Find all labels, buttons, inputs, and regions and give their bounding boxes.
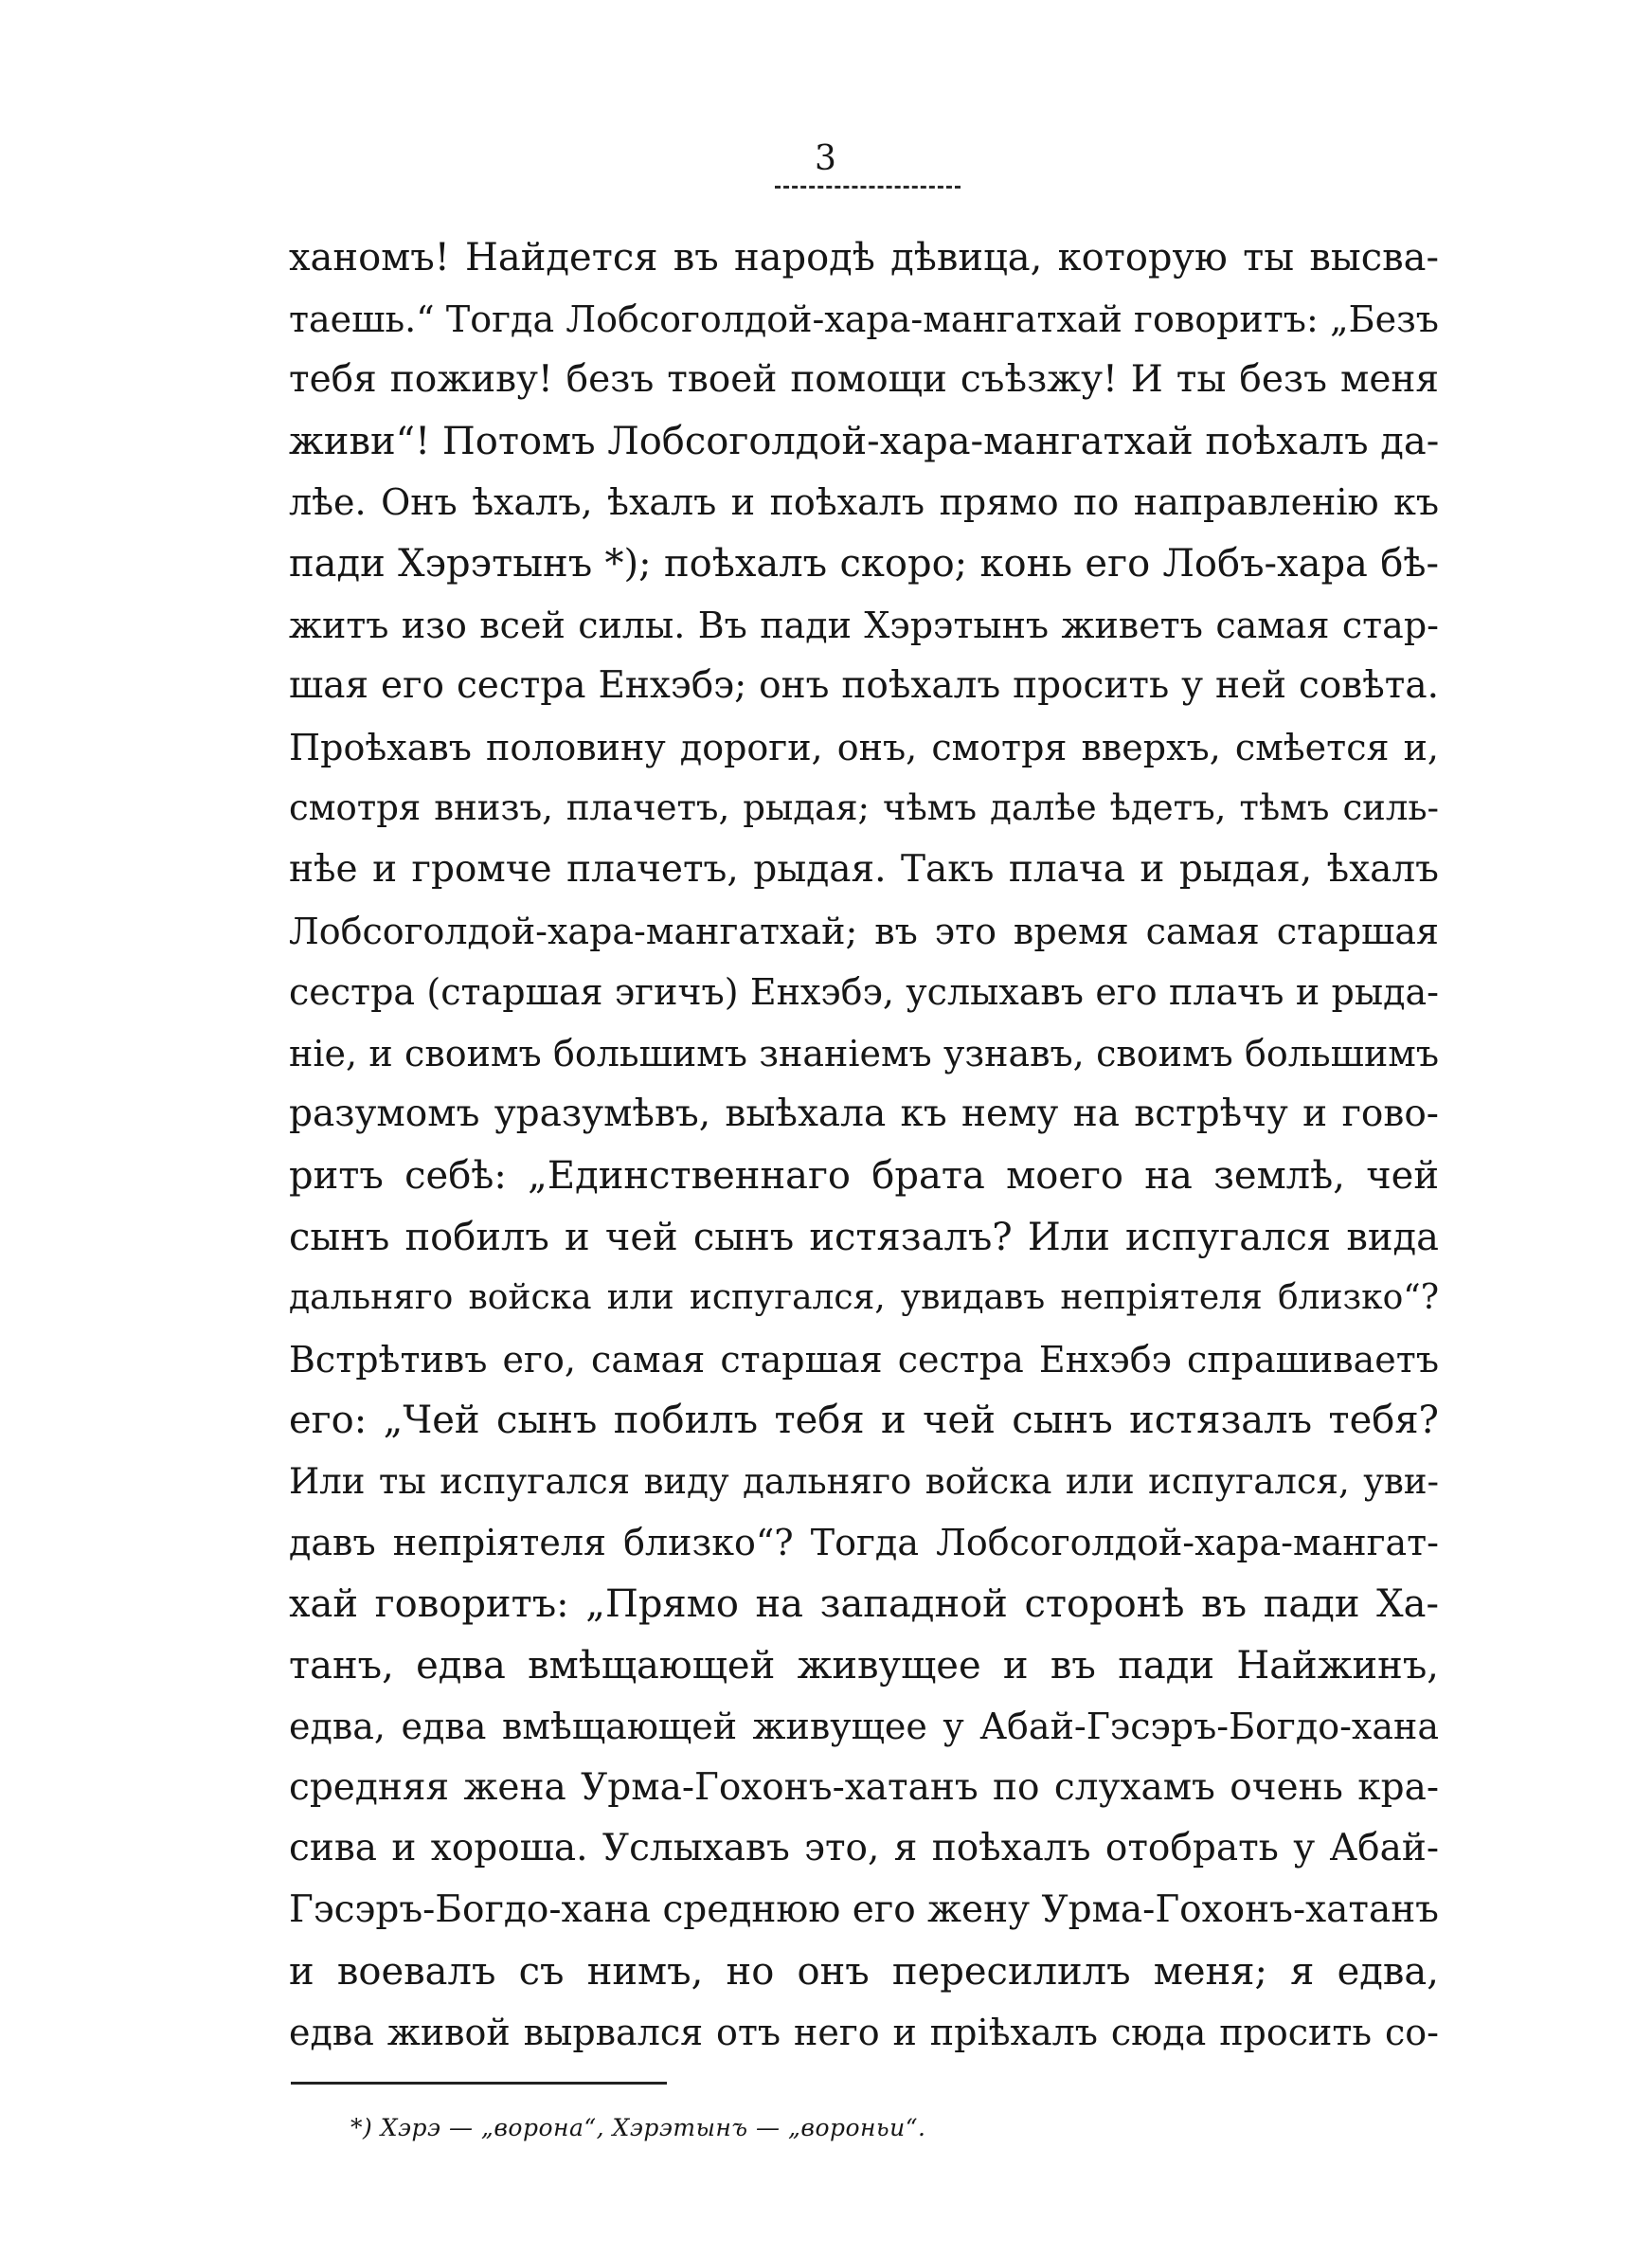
text-line: танъ, едва вмѣщающей живущее и въ пади Найжинъ, (289, 1643, 1439, 1688)
text-line: Проѣхавъ половину дороги, онъ, смотря вверхъ, смѣется и, (289, 726, 1439, 768)
text-line: и воевалъ съ нимъ, но онъ пересилилъ меня; я едва, (289, 1949, 1439, 1994)
text-line: хай говоритъ: „Прямо на западной сторонѣ въ пади Ха- (289, 1582, 1439, 1627)
text-line: сестра (старшая эгичъ) Енхэбэ, услыхавъ его плачъ и рыда- (289, 971, 1439, 1014)
text-line: разумомъ уразумѣвъ, выѣхала къ нему на встрѣчу и гово- (289, 1092, 1439, 1136)
text-line: дальняго войска или испугался, увидавъ непріятеля близко“? (289, 1278, 1439, 1318)
text-line: нѣе и громче плачетъ, рыдая. Такъ плача и рыдая, ѣхалъ (289, 847, 1439, 891)
text-line: сынъ побилъ и чей сынъ истязалъ? Или испугался вида (289, 1215, 1439, 1259)
text-line: давъ непріятеля близко“? Тогда Лобсоголдой-хара-мангат- (289, 1522, 1439, 1564)
text-line: Или ты испугался виду дальняго войска или испугался, уви- (289, 1460, 1439, 1502)
text-line: лѣе. Онъ ѣхалъ, ѣхалъ и поѣхалъ прямо по направленію къ (289, 481, 1439, 524)
text-line: Встрѣтивъ его, самая старшая сестра Енхэбэ спрашиваетъ (289, 1338, 1439, 1381)
text-line: его: „Чей сынъ побилъ тебя и чей сынъ истязалъ тебя? (289, 1399, 1439, 1443)
text-line: ніе, и своимъ большимъ знаніемъ узнавъ, своимъ большимъ (289, 1032, 1439, 1074)
text-line: ритъ себѣ: „Единственнаго брата моего на землѣ, чей (289, 1153, 1439, 1198)
text-line: таешь.“ Тогда Лобсоголдой-хара-мангатхай говоритъ: „Безъ (289, 298, 1439, 340)
text-line: смотря внизъ, плачетъ, рыдая; чѣмъ далѣе ѣдетъ, тѣмъ силь- (289, 787, 1439, 829)
text-line: едва живой вырвался отъ него и пріѣхалъ сюда просить со- (289, 2012, 1439, 2054)
text-line: шая его сестра Енхэбэ; онъ поѣхалъ просить у ней совѣта. (289, 664, 1439, 708)
text-line: пади Хэрэтынъ *); поѣхалъ скоро; конь его Лобъ-хара бѣ- (289, 541, 1439, 586)
text-line: едва, едва вмѣщающей живущее у Абай-Гэсэръ-Богдо-хана (289, 1706, 1439, 1748)
text-line: Лобсоголдой-хара-мангатхай; въ это время самая старшая (289, 910, 1439, 952)
text-line: Гэсэръ-Богдо-хана среднюю его жену Урма-Гохонъ-хатанъ (289, 1888, 1439, 1932)
text-line: тебя поживу! безъ твоей помощи съѣзжу! И ты безъ меня (289, 358, 1439, 402)
text-line: средняя жена Урма-Гохонъ-хатанъ по слухамъ очень кра- (289, 1765, 1439, 1809)
body-text (289, 227, 1439, 2064)
text-line: сива и хороша. Услыхавъ это, я поѣхалъ отобрать у Абай- (289, 1827, 1439, 1870)
footnote-rule-tail (580, 2082, 667, 2085)
footnote: *) Хэрэ — „ворона“, Хэрэтынъ — „вороньи“. (350, 2114, 926, 2141)
text-line: ханомъ! Найдется въ народѣ дѣвица, которую ты высва- (289, 236, 1439, 280)
page-number: 3 (815, 139, 837, 178)
text-line: живи“! Потомъ Лобсоголдой-хара-мангатхай поѣхалъ да- (289, 419, 1439, 463)
page-number-rule (775, 186, 961, 189)
text-line: житъ изо всей силы. Въ пади Хэрэтынъ живетъ самая стар- (289, 604, 1439, 646)
